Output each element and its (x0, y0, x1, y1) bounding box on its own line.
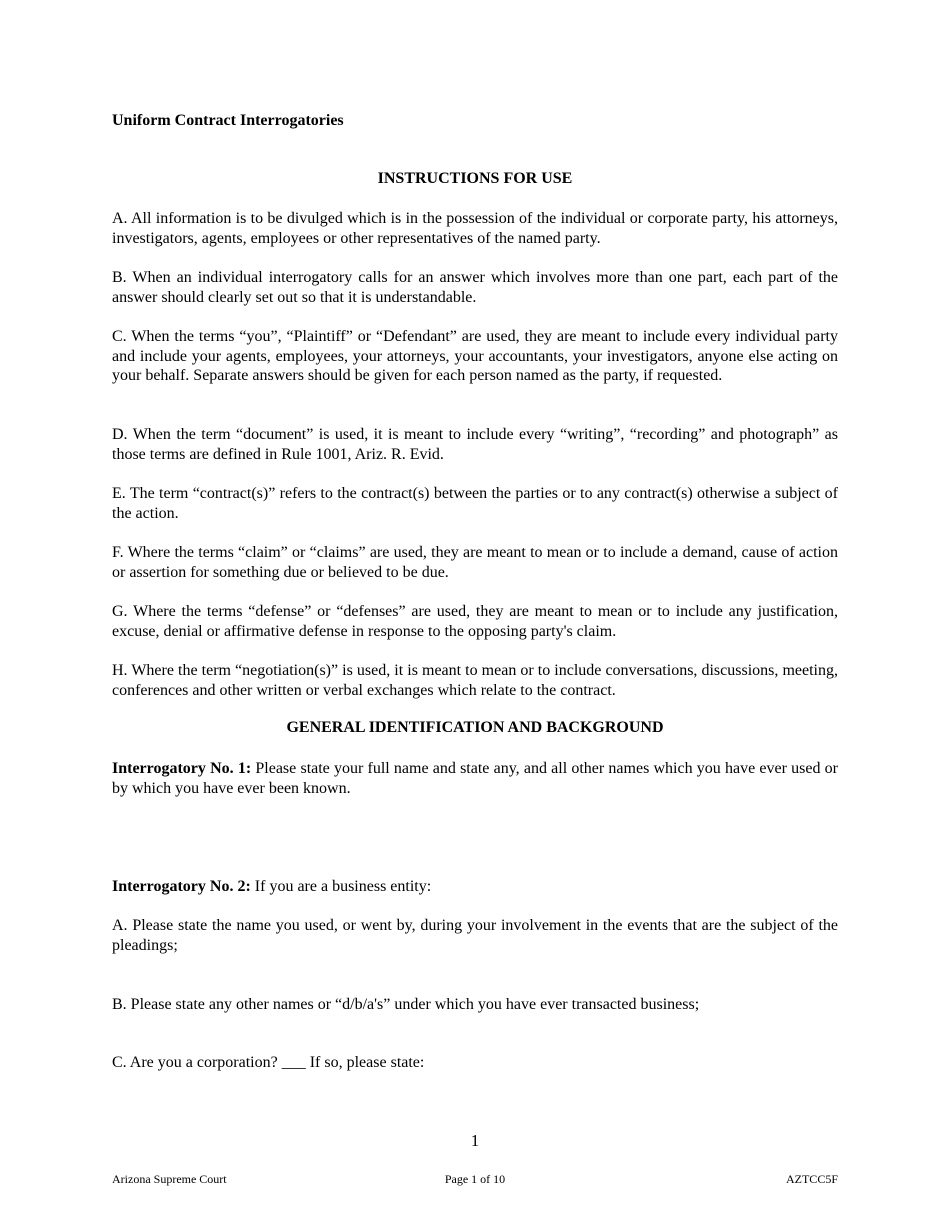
footer-form-code: AZTCC5F (785, 1172, 838, 1186)
footer-page-indicator: Page 1 of 10 (444, 1172, 506, 1186)
instruction-a: A. All information is to be divulged which is in the possession of the individual or corporate party, his attorneys, investigators, agents, employees or other representatives of the named party. (112, 210, 838, 247)
footer-court-name: Arizona Supreme Court (112, 1172, 227, 1186)
instruction-h: H. Where the term “negotiation(s)” is used, it is meant to mean or to include conversations, discussions, meeting, conferences and other written or verbal exchanges which relate to the contract. (112, 662, 838, 699)
page-number: 1 (470, 1131, 480, 1150)
instruction-f: F. Where the terms “claim” or “claims” are used, they are meant to mean or to include a demand, cause of action or assertion for something due or believed to be due. (112, 544, 838, 581)
instructions-heading: INSTRUCTIONS FOR USE (377, 170, 573, 187)
instruction-d: D. When the term “document” is used, it is meant to include every “writing”, “recording” and photograph” as those terms are defined in Rule 1001, Ariz. R. Evid. (112, 426, 838, 463)
interrogatory-2-label: Interrogatory No. 2: (112, 878, 251, 895)
interrogatory-2 (112, 877, 838, 897)
instruction-e: E. The term “contract(s)” refers to the contract(s) between the parties or to any contract(s) otherwise a subject of the action. (112, 485, 838, 522)
interrogatory-1 (112, 759, 838, 798)
interrogatory-2-part-b: B. Please state any other names or “d/b/a's” under which you have ever transacted business; (112, 996, 700, 1013)
instruction-g: G. Where the terms “defense” or “defenses” are used, they are meant to mean or to include any justification, excuse, denial or affirmative defense in response to the opposing party's claim. (112, 603, 838, 640)
interrogatory-2-part-a: A. Please state the name you used, or went by, during your involvement in the events that are the subject of the pleadings; (112, 917, 838, 954)
instruction-c: C. When the terms “you”, “Plaintiff” or “Defendant” are used, they are meant to include every individual party and include your agents, employees, your attorneys, your accountants, your investigators, anyone else acting on your behalf. Separate answers should be given for each person named as the party, if requested. (112, 328, 838, 385)
interrogatory-2-text: If you are a business entity: (250, 878, 432, 895)
general-identification-heading: GENERAL IDENTIFICATION AND BACKGROUND (286, 719, 664, 736)
document-title: Uniform Contract Interrogatories (112, 112, 344, 129)
interrogatory-1-label: Interrogatory No. 1: (112, 760, 252, 777)
instruction-b: B. When an individual interrogatory calls for an answer which involves more than one part, each part of the answer should clearly set out so that it is understandable. (112, 269, 838, 306)
interrogatory-1-text: Please state your full name and state any, and all other names which you have ever used or by which you have ever been known. (112, 760, 838, 797)
interrogatory-2-part-c: C. Are you a corporation? ___ If so, please state: (112, 1054, 425, 1071)
